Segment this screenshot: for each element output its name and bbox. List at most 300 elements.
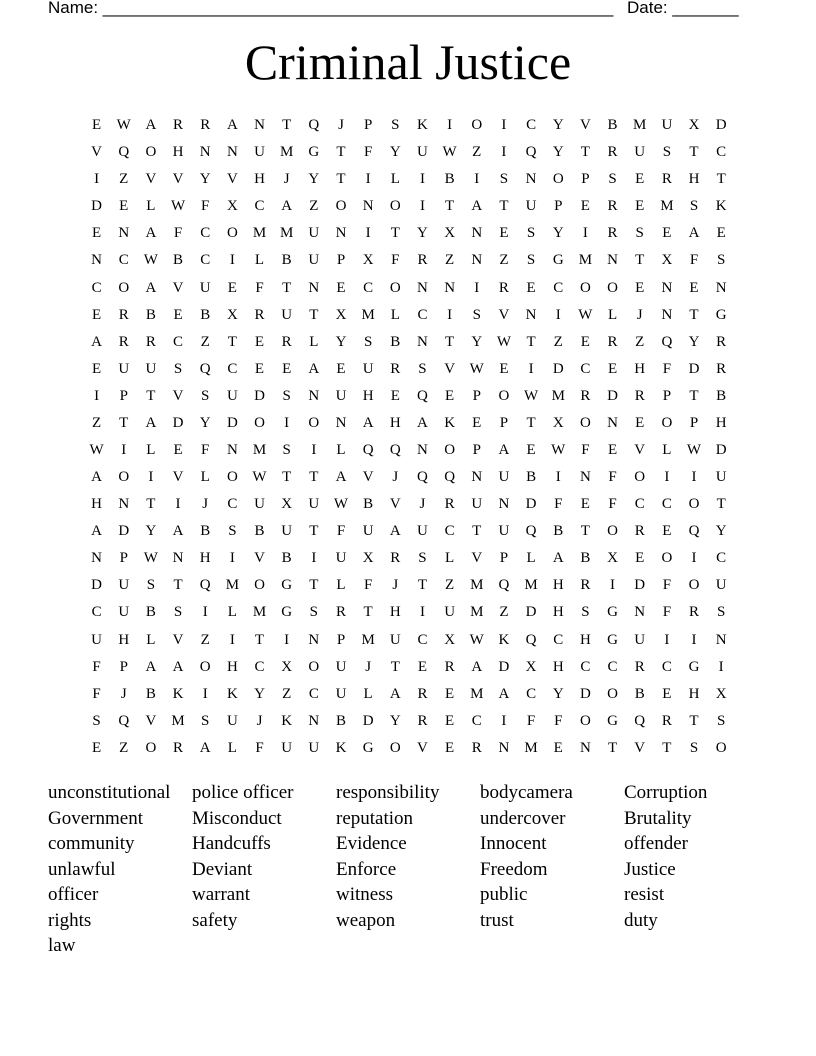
grid-letter[interactable]: R: [580, 387, 591, 404]
grid-letter[interactable]: S: [689, 739, 699, 756]
grid-letter[interactable]: C: [634, 496, 645, 513]
grid-letter[interactable]: I: [229, 631, 235, 648]
grid-letter[interactable]: C: [91, 279, 102, 296]
grid-letter[interactable]: I: [202, 685, 208, 702]
grid-letter[interactable]: X: [362, 550, 374, 567]
grid-letter[interactable]: U: [281, 523, 293, 540]
grid-letter[interactable]: V: [254, 550, 265, 567]
grid-letter[interactable]: W: [551, 441, 566, 458]
grid-letter[interactable]: H: [254, 171, 265, 188]
grid-letter[interactable]: A: [335, 469, 347, 486]
grid-letter[interactable]: A: [91, 333, 102, 350]
grid-letter[interactable]: U: [335, 550, 347, 567]
grid-letter[interactable]: V: [634, 739, 646, 756]
name-field-label[interactable]: Name: ______________________________________________________: [48, 0, 614, 17]
grid-letter[interactable]: P: [581, 171, 590, 188]
grid-letter[interactable]: U: [254, 496, 265, 513]
grid-letter[interactable]: A: [389, 685, 401, 702]
grid-letter[interactable]: C: [716, 550, 727, 567]
grid-letter[interactable]: S: [418, 550, 427, 567]
grid-letter[interactable]: A: [145, 658, 157, 675]
grid-letter[interactable]: S: [717, 252, 726, 269]
grid-letter[interactable]: K: [417, 117, 428, 134]
grid-letter[interactable]: Z: [499, 604, 509, 621]
grid-letter[interactable]: R: [145, 333, 156, 350]
grid-letter[interactable]: R: [118, 333, 129, 350]
grid-letter[interactable]: I: [365, 171, 371, 188]
grid-letter[interactable]: H: [172, 144, 184, 161]
grid-letter[interactable]: R: [607, 225, 618, 242]
grid-letter[interactable]: S: [282, 387, 291, 404]
grid-letter[interactable]: E: [91, 306, 102, 323]
grid-letter[interactable]: C: [553, 631, 564, 648]
grid-letter[interactable]: V: [172, 279, 184, 296]
grid-letter[interactable]: O: [634, 469, 646, 486]
grid-letter[interactable]: F: [689, 252, 699, 269]
grid-letter[interactable]: R: [607, 144, 618, 161]
grid-letter[interactable]: I: [447, 306, 453, 323]
grid-letter[interactable]: Q: [661, 333, 673, 350]
grid-letter[interactable]: E: [607, 360, 618, 377]
grid-letter[interactable]: G: [688, 658, 700, 675]
grid-letter[interactable]: O: [607, 523, 618, 540]
grid-letter[interactable]: R: [200, 117, 211, 134]
grid-letter[interactable]: H: [579, 631, 591, 648]
grid-letter[interactable]: S: [472, 306, 481, 323]
grid-letter[interactable]: V: [172, 171, 184, 188]
grid-letter[interactable]: R: [661, 712, 672, 729]
grid-letter[interactable]: A: [172, 523, 184, 540]
grid-letter[interactable]: X: [444, 631, 456, 648]
grid-letter[interactable]: Y: [552, 685, 564, 702]
grid-letter[interactable]: C: [173, 333, 184, 350]
grid-letter[interactable]: O: [308, 658, 320, 675]
grid-letter[interactable]: M: [280, 144, 294, 161]
grid-letter[interactable]: J: [419, 496, 426, 513]
grid-letter[interactable]: J: [636, 306, 643, 323]
grid-letter[interactable]: M: [524, 577, 538, 594]
grid-letter[interactable]: S: [228, 523, 237, 540]
grid-letter[interactable]: H: [199, 550, 211, 567]
grid-letter[interactable]: T: [635, 252, 645, 269]
grid-letter[interactable]: T: [254, 631, 265, 648]
grid-letter[interactable]: A: [281, 198, 293, 215]
grid-letter[interactable]: M: [660, 198, 674, 215]
grid-letter[interactable]: H: [688, 171, 700, 188]
grid-letter[interactable]: N: [471, 252, 483, 269]
grid-letter[interactable]: E: [499, 225, 509, 242]
grid-letter[interactable]: G: [607, 604, 618, 621]
grid-letter[interactable]: V: [172, 631, 184, 648]
grid-letter[interactable]: U: [335, 685, 347, 702]
grid-letter[interactable]: A: [389, 523, 401, 540]
grid-letter[interactable]: O: [389, 279, 401, 296]
grid-letter[interactable]: O: [552, 171, 564, 188]
grid-letter[interactable]: T: [282, 117, 292, 134]
grid-letter[interactable]: I: [311, 550, 317, 567]
grid-letter[interactable]: Q: [199, 577, 211, 594]
grid-letter[interactable]: B: [200, 306, 211, 323]
grid-letter[interactable]: F: [201, 198, 210, 215]
grid-letter[interactable]: R: [173, 739, 184, 756]
grid-letter[interactable]: G: [607, 631, 618, 648]
grid-letter[interactable]: U: [498, 523, 510, 540]
grid-letter[interactable]: T: [363, 604, 373, 621]
grid-letter[interactable]: E: [526, 441, 536, 458]
grid-letter[interactable]: Z: [282, 685, 292, 702]
grid-letter[interactable]: I: [610, 577, 616, 594]
grid-letter[interactable]: E: [580, 333, 590, 350]
grid-letter[interactable]: R: [716, 360, 727, 377]
grid-letter[interactable]: B: [145, 685, 156, 702]
grid-letter[interactable]: Q: [634, 712, 646, 729]
grid-letter[interactable]: T: [282, 469, 292, 486]
grid-letter[interactable]: O: [199, 658, 211, 675]
grid-letter[interactable]: Q: [389, 441, 401, 458]
grid-letter[interactable]: J: [392, 469, 399, 486]
grid-letter[interactable]: X: [281, 496, 293, 513]
grid-letter[interactable]: D: [91, 198, 102, 215]
grid-letter[interactable]: D: [715, 117, 727, 134]
grid-letter[interactable]: Q: [308, 117, 320, 134]
grid-letter[interactable]: E: [336, 279, 346, 296]
grid-letter[interactable]: E: [716, 225, 726, 242]
grid-letter[interactable]: C: [118, 252, 129, 269]
grid-letter[interactable]: N: [335, 414, 347, 431]
grid-letter[interactable]: C: [200, 252, 211, 269]
grid-letter[interactable]: D: [634, 577, 646, 594]
grid-letter[interactable]: C: [308, 685, 319, 702]
grid-letter[interactable]: C: [363, 279, 374, 296]
grid-letter[interactable]: I: [582, 225, 588, 242]
grid-letter[interactable]: V: [145, 712, 157, 729]
grid-letter[interactable]: W: [442, 144, 457, 161]
grid-letter[interactable]: A: [417, 414, 428, 431]
grid-letter[interactable]: H: [715, 414, 727, 431]
grid-letter[interactable]: N: [634, 604, 646, 621]
grid-letter[interactable]: E: [689, 279, 699, 296]
grid-letter[interactable]: L: [227, 739, 237, 756]
grid-letter[interactable]: W: [170, 198, 186, 215]
grid-letter[interactable]: S: [146, 577, 156, 594]
grid-letter[interactable]: Y: [389, 144, 401, 161]
grid-letter[interactable]: R: [689, 604, 700, 621]
grid-letter[interactable]: R: [281, 333, 292, 350]
grid-letter[interactable]: U: [634, 631, 646, 648]
grid-letter[interactable]: R: [444, 496, 455, 513]
grid-letter[interactable]: E: [553, 739, 563, 756]
grid-letter[interactable]: T: [716, 171, 726, 188]
grid-letter[interactable]: U: [118, 577, 130, 594]
grid-letter[interactable]: U: [417, 144, 428, 161]
grid-letter[interactable]: T: [309, 577, 319, 594]
grid-letter[interactable]: H: [118, 631, 130, 648]
grid-letter[interactable]: B: [173, 252, 184, 269]
grid-letter[interactable]: F: [92, 685, 101, 702]
grid-letter[interactable]: Q: [417, 469, 428, 486]
grid-letter[interactable]: T: [580, 523, 590, 540]
grid-letter[interactable]: J: [120, 685, 127, 702]
grid-letter[interactable]: A: [362, 414, 374, 431]
grid-letter[interactable]: F: [526, 712, 536, 729]
grid-letter[interactable]: E: [445, 387, 455, 404]
grid-letter[interactable]: L: [146, 631, 156, 648]
grid-letter[interactable]: E: [445, 712, 455, 729]
grid-letter[interactable]: V: [498, 306, 510, 323]
grid-letter[interactable]: H: [552, 658, 564, 675]
grid-letter[interactable]: C: [661, 496, 672, 513]
grid-letter[interactable]: W: [333, 496, 349, 513]
grid-letter[interactable]: F: [662, 577, 672, 594]
grid-letter[interactable]: N: [226, 441, 238, 458]
grid-letter[interactable]: B: [634, 685, 645, 702]
grid-letter[interactable]: F: [363, 577, 373, 594]
grid-letter[interactable]: D: [118, 523, 130, 540]
grid-letter[interactable]: Q: [417, 387, 428, 404]
grid-letter[interactable]: A: [145, 414, 157, 431]
grid-letter[interactable]: M: [470, 577, 484, 594]
grid-letter[interactable]: V: [389, 496, 401, 513]
grid-letter[interactable]: U: [308, 739, 320, 756]
grid-letter[interactable]: Q: [118, 712, 130, 729]
grid-letter[interactable]: S: [363, 333, 373, 350]
grid-letter[interactable]: E: [119, 198, 129, 215]
grid-letter[interactable]: X: [525, 658, 537, 675]
grid-letter[interactable]: B: [335, 712, 346, 729]
grid-letter[interactable]: U: [118, 360, 130, 377]
grid-letter[interactable]: V: [172, 387, 184, 404]
grid-letter[interactable]: N: [498, 496, 510, 513]
grid-letter[interactable]: H: [634, 360, 646, 377]
grid-letter[interactable]: F: [608, 469, 617, 486]
grid-letter[interactable]: D: [226, 414, 238, 431]
grid-letter[interactable]: F: [662, 360, 672, 377]
grid-letter[interactable]: L: [146, 198, 156, 215]
grid-letter[interactable]: Q: [444, 469, 456, 486]
grid-letter[interactable]: E: [580, 198, 590, 215]
grid-letter[interactable]: A: [498, 685, 510, 702]
grid-letter[interactable]: U: [308, 252, 320, 269]
grid-letter[interactable]: C: [227, 496, 238, 513]
grid-letter[interactable]: A: [226, 117, 238, 134]
grid-letter[interactable]: I: [284, 414, 290, 431]
grid-letter[interactable]: I: [691, 550, 697, 567]
grid-letter[interactable]: C: [227, 360, 238, 377]
grid-letter[interactable]: M: [524, 739, 538, 756]
grid-letter[interactable]: R: [390, 550, 401, 567]
grid-letter[interactable]: A: [172, 658, 184, 675]
grid-letter[interactable]: C: [254, 198, 265, 215]
grid-letter[interactable]: B: [145, 604, 156, 621]
grid-letter[interactable]: D: [91, 577, 102, 594]
grid-letter[interactable]: F: [662, 604, 672, 621]
grid-letter[interactable]: B: [281, 252, 292, 269]
grid-letter[interactable]: U: [715, 469, 727, 486]
grid-letter[interactable]: I: [474, 279, 480, 296]
grid-letter[interactable]: E: [635, 414, 645, 431]
grid-letter[interactable]: Q: [525, 523, 537, 540]
grid-letter[interactable]: J: [202, 496, 209, 513]
grid-letter[interactable]: W: [143, 550, 158, 567]
grid-letter[interactable]: G: [281, 604, 293, 621]
grid-letter[interactable]: I: [474, 171, 480, 188]
grid-letter[interactable]: M: [361, 306, 375, 323]
grid-letter[interactable]: O: [607, 685, 618, 702]
grid-letter[interactable]: Z: [91, 414, 102, 431]
grid-letter[interactable]: R: [634, 523, 645, 540]
grid-letter[interactable]: N: [362, 198, 374, 215]
grid-letter[interactable]: X: [362, 252, 374, 269]
grid-letter[interactable]: K: [335, 739, 347, 756]
date-field-label[interactable]: Date: _______: [627, 0, 739, 17]
grid-letter[interactable]: O: [335, 198, 347, 215]
grid-letter[interactable]: G: [308, 144, 320, 161]
grid-letter[interactable]: A: [688, 225, 700, 242]
grid-letter[interactable]: P: [662, 387, 672, 404]
grid-letter[interactable]: T: [445, 198, 455, 215]
grid-letter[interactable]: B: [607, 117, 618, 134]
grid-letter[interactable]: R: [607, 333, 618, 350]
grid-letter[interactable]: M: [252, 441, 267, 458]
grid-letter[interactable]: C: [526, 685, 537, 702]
grid-letter[interactable]: V: [417, 739, 428, 756]
grid-letter[interactable]: N: [226, 144, 238, 161]
grid-letter[interactable]: K: [226, 685, 238, 702]
grid-letter[interactable]: D: [715, 441, 727, 458]
grid-letter[interactable]: B: [716, 387, 727, 404]
grid-letter[interactable]: F: [255, 739, 264, 756]
grid-letter[interactable]: C: [417, 631, 428, 648]
grid-letter[interactable]: N: [607, 252, 618, 269]
grid-letter[interactable]: X: [444, 225, 456, 242]
grid-letter[interactable]: Y: [308, 171, 320, 188]
grid-letter[interactable]: Y: [417, 225, 428, 242]
grid-letter[interactable]: C: [471, 712, 482, 729]
grid-letter[interactable]: N: [607, 414, 618, 431]
grid-letter[interactable]: X: [661, 252, 673, 269]
grid-letter[interactable]: T: [689, 712, 699, 729]
grid-letter[interactable]: M: [252, 225, 267, 242]
grid-letter[interactable]: E: [635, 550, 645, 567]
grid-letter[interactable]: L: [146, 441, 156, 458]
grid-letter[interactable]: E: [173, 306, 183, 323]
grid-letter[interactable]: V: [579, 117, 591, 134]
grid-letter[interactable]: E: [336, 360, 346, 377]
grid-letter[interactable]: T: [146, 496, 156, 513]
grid-letter[interactable]: N: [172, 550, 184, 567]
grid-letter[interactable]: I: [229, 252, 235, 269]
grid-letter[interactable]: A: [471, 658, 483, 675]
grid-letter[interactable]: U: [254, 144, 265, 161]
grid-letter[interactable]: E: [662, 685, 672, 702]
grid-letter[interactable]: I: [94, 171, 100, 188]
grid-letter[interactable]: B: [363, 496, 374, 513]
grid-letter[interactable]: O: [661, 550, 673, 567]
grid-letter[interactable]: O: [579, 712, 591, 729]
grid-letter[interactable]: Y: [335, 333, 347, 350]
grid-letter[interactable]: Z: [445, 577, 455, 594]
grid-letter[interactable]: B: [553, 523, 564, 540]
grid-letter[interactable]: H: [226, 658, 238, 675]
grid-letter[interactable]: R: [634, 387, 645, 404]
grid-letter[interactable]: I: [419, 604, 425, 621]
grid-letter[interactable]: R: [471, 739, 482, 756]
grid-letter[interactable]: E: [227, 279, 237, 296]
grid-letter[interactable]: E: [662, 225, 672, 242]
grid-letter[interactable]: I: [555, 306, 561, 323]
grid-letter[interactable]: S: [391, 117, 400, 134]
grid-letter[interactable]: N: [498, 739, 510, 756]
grid-letter[interactable]: Y: [471, 333, 483, 350]
grid-letter[interactable]: T: [526, 333, 536, 350]
grid-letter[interactable]: T: [173, 577, 183, 594]
grid-letter[interactable]: P: [499, 550, 509, 567]
grid-letter[interactable]: I: [175, 496, 181, 513]
grid-letter[interactable]: E: [635, 198, 645, 215]
grid-letter[interactable]: T: [445, 333, 455, 350]
grid-letter[interactable]: D: [362, 712, 374, 729]
grid-letter[interactable]: O: [579, 414, 591, 431]
grid-letter[interactable]: T: [390, 658, 400, 675]
grid-letter[interactable]: T: [390, 225, 400, 242]
grid-letter[interactable]: E: [91, 117, 102, 134]
grid-letter[interactable]: S: [92, 712, 101, 729]
grid-letter[interactable]: W: [116, 117, 131, 134]
grid-letter[interactable]: N: [715, 631, 727, 648]
grid-letter[interactable]: E: [635, 279, 645, 296]
grid-letter[interactable]: W: [578, 306, 593, 323]
grid-letter[interactable]: Z: [445, 252, 455, 269]
grid-letter[interactable]: U: [118, 604, 130, 621]
grid-letter[interactable]: L: [526, 550, 536, 567]
grid-letter[interactable]: M: [578, 252, 593, 269]
grid-letter[interactable]: T: [607, 739, 618, 756]
grid-letter[interactable]: C: [91, 604, 102, 621]
grid-letter[interactable]: E: [173, 441, 183, 458]
grid-letter[interactable]: X: [688, 117, 700, 134]
grid-letter[interactable]: S: [717, 712, 726, 729]
grid-letter[interactable]: K: [498, 631, 510, 648]
grid-letter[interactable]: T: [336, 171, 346, 188]
grid-letter[interactable]: N: [308, 387, 320, 404]
grid-letter[interactable]: R: [390, 360, 401, 377]
grid-letter[interactable]: U: [308, 496, 320, 513]
grid-letter[interactable]: X: [226, 306, 238, 323]
grid-letter[interactable]: T: [282, 279, 292, 296]
grid-letter[interactable]: C: [580, 658, 591, 675]
grid-letter[interactable]: N: [118, 496, 130, 513]
grid-letter[interactable]: U: [335, 658, 347, 675]
grid-letter[interactable]: C: [200, 225, 211, 242]
grid-letter[interactable]: Y: [688, 333, 700, 350]
grid-letter[interactable]: N: [308, 712, 320, 729]
grid-letter[interactable]: R: [417, 685, 428, 702]
grid-letter[interactable]: J: [256, 712, 263, 729]
grid-letter[interactable]: J: [365, 658, 372, 675]
grid-letter[interactable]: F: [201, 441, 210, 458]
grid-letter[interactable]: L: [445, 550, 455, 567]
grid-letter[interactable]: R: [173, 117, 184, 134]
grid-letter[interactable]: M: [225, 577, 240, 594]
grid-letter[interactable]: Y: [552, 144, 564, 161]
grid-letter[interactable]: Y: [715, 523, 727, 540]
grid-letter[interactable]: O: [607, 279, 618, 296]
grid-letter[interactable]: Q: [199, 360, 211, 377]
grid-letter[interactable]: N: [254, 117, 265, 134]
grid-letter[interactable]: U: [389, 631, 401, 648]
grid-letter[interactable]: Y: [552, 225, 564, 242]
grid-letter[interactable]: Q: [498, 577, 510, 594]
